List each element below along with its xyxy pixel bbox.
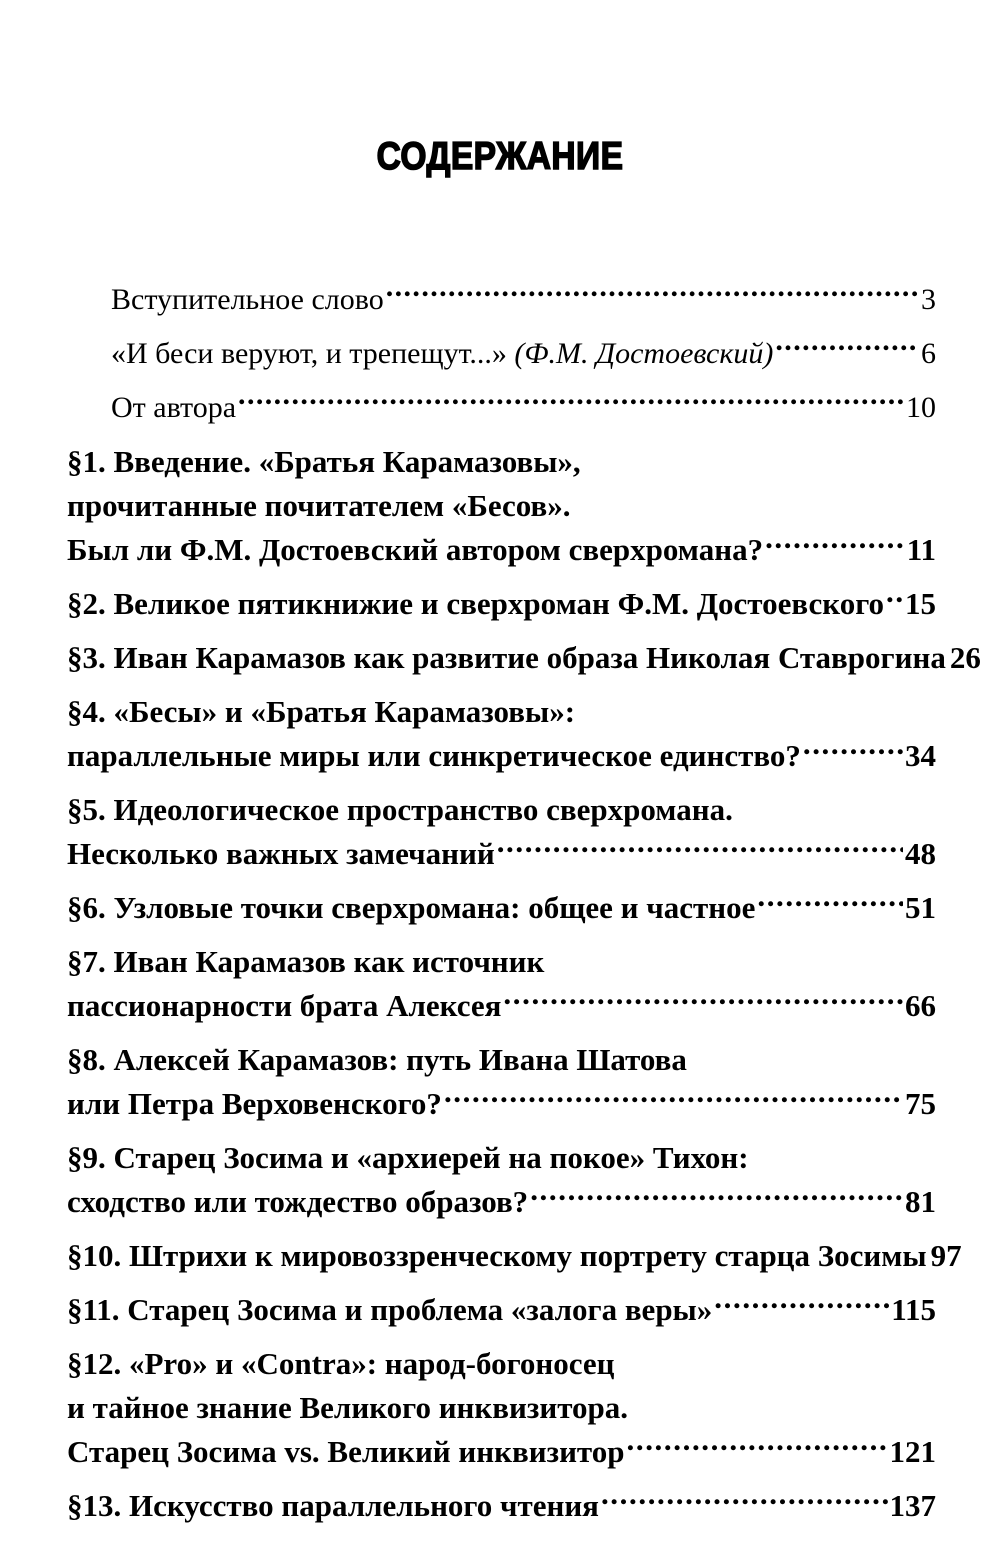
page-number: 81 (905, 1184, 936, 1219)
toc-entry[interactable] (0, 278, 1000, 322)
toc-entry-title: сходство или тождество образов? (67, 1184, 529, 1219)
page-number: 115 (891, 1292, 936, 1327)
page-number: 51 (905, 890, 936, 925)
toc-entry-last-line (0, 886, 1000, 930)
dot-leader (775, 333, 919, 363)
dot-leader (530, 1181, 903, 1212)
toc-entry-last-line (0, 1082, 1000, 1126)
toc-entry-last-line (0, 1234, 1000, 1278)
toc-entry-line (0, 1136, 1000, 1180)
toc-entry-last-line (0, 1180, 1000, 1224)
toc-entry-last-line (0, 1430, 1000, 1474)
page-number: 10 (906, 391, 936, 424)
toc-entry-last-line (0, 1484, 1000, 1528)
toc-entry[interactable] (0, 1136, 1000, 1224)
toc-entry-last-line (0, 386, 1000, 430)
toc-entry-line (0, 788, 1000, 832)
toc-entry-title: §7. Иван Карамазов как источник (67, 944, 545, 979)
toc-entry-last-line (0, 278, 1000, 322)
toc-entry[interactable] (0, 1288, 1000, 1332)
page-number: 6 (921, 337, 936, 370)
dot-leader (765, 529, 905, 560)
toc-entry-title: §5. Идеологическое пространство сверхромана. (67, 792, 733, 827)
toc-entry-author: (Ф.М. Достоевский) (514, 337, 774, 370)
toc-entry-title: §4. «Бесы» и «Братья Карамазовы»: (67, 694, 576, 729)
toc-entry-last-line (0, 734, 1000, 778)
page-number: 97 (930, 1238, 962, 1273)
toc-entry[interactable] (0, 940, 1000, 1028)
toc-entry-line (0, 1342, 1000, 1386)
toc-entry-line (0, 440, 1000, 484)
toc-entry-last-line (0, 984, 1000, 1028)
toc-entry-title: параллельные миры или синкретическое единство? (67, 738, 801, 773)
toc-entry[interactable] (0, 386, 1000, 430)
dot-leader (601, 1485, 888, 1516)
toc-entry-line (0, 690, 1000, 734)
toc-entry[interactable] (0, 690, 1000, 778)
toc-entry[interactable] (0, 788, 1000, 876)
toc-entry[interactable] (0, 1234, 1000, 1278)
toc-entry[interactable] (0, 1484, 1000, 1528)
toc-entry-title: Старец Зосима vs. Великий инквизитор (67, 1434, 625, 1469)
toc-entry-title: прочитанные почитателем «Бесов». (67, 488, 571, 523)
toc-entry-last-line (0, 332, 1000, 376)
page-number: 137 (889, 1488, 936, 1523)
toc-entry-last-line (0, 1288, 1000, 1332)
dot-leader (497, 833, 903, 864)
page-number: 26 (949, 640, 981, 675)
toc-entry-line (0, 1038, 1000, 1082)
toc-entry-line (0, 940, 1000, 984)
toc-entry-last-line (0, 582, 1000, 626)
toc-entry-title: §8. Алексей Карамазов: путь Ивана Шатова (67, 1042, 687, 1077)
toc-entry-title: Был ли Ф.М. Достоевский автором сверхромана? (67, 532, 764, 567)
toc-entry-title: §10. Штрихи к мировоззренческому портрету старца Зосимы (67, 1238, 927, 1273)
toc-entry[interactable] (0, 886, 1000, 930)
toc-entry-last-line (0, 528, 1000, 572)
toc-entry-title: §13. Искусство параллельного чтения (67, 1488, 599, 1523)
toc-entry-title: От автора (111, 391, 237, 424)
page-number: 3 (921, 283, 936, 316)
dot-leader (757, 887, 903, 918)
page-number: 11 (906, 532, 936, 567)
dot-leader (386, 279, 919, 309)
toc-entry-title: Вступительное слово (111, 283, 384, 316)
toc-entry-title: §11. Старец Зосима и проблема «залога веры» (67, 1292, 713, 1327)
toc-entry[interactable] (0, 440, 1000, 572)
page-number: 121 (889, 1434, 936, 1469)
toc-entry-title: §3. Иван Карамазов как развитие образа Николая Ставрогина (67, 640, 946, 675)
page-number: 34 (905, 738, 936, 773)
toc-entry-last-line (0, 832, 1000, 876)
toc-entry-title: и тайное знание Великого инквизитора. (67, 1390, 629, 1425)
toc-entry-title: §1. Введение. «Братья Карамазовы», (67, 444, 581, 479)
dot-leader (238, 387, 904, 417)
dot-leader (886, 583, 903, 614)
toc-entry[interactable] (0, 1342, 1000, 1474)
toc-entry-line (0, 484, 1000, 528)
toc-entry[interactable] (0, 636, 1000, 680)
toc-entry-title: §9. Старец Зосима и «архиерей на покое» Тихон: (67, 1140, 749, 1175)
toc-entry[interactable] (0, 582, 1000, 626)
page-number: 66 (905, 988, 936, 1023)
dot-leader (503, 985, 903, 1016)
toc-entry-title: Несколько важных замечаний (67, 836, 495, 871)
dot-leader (627, 1431, 888, 1462)
dot-leader (444, 1083, 903, 1114)
toc-entry-title: §2. Великое пятикнижие и сверхроман Ф.М. Достоевского (67, 586, 885, 621)
dot-leader (803, 735, 903, 766)
toc-entry-title: или Петра Верховенского? (67, 1086, 442, 1121)
toc-entry-title: пассионарности брата Алексея (67, 988, 502, 1023)
toc-entry[interactable] (0, 332, 1000, 376)
page-number: 48 (905, 836, 936, 871)
toc-entry-line (0, 1386, 1000, 1430)
toc-entry-title: §12. «Pro» и «Contra»: народ-богоносец (67, 1346, 615, 1381)
toc-entry-last-line (0, 636, 1000, 680)
toc-entry-title: §6. Узловые точки сверхромана: общее и частное (67, 890, 756, 925)
toc-entry-title: «И беси веруют, и трепещут...» (Ф.М. Достоевский) (111, 337, 774, 370)
table-of-contents-list (0, 278, 1000, 1528)
page-title: СОДЕРЖАНИЕ (376, 135, 624, 178)
toc-entry[interactable] (0, 1038, 1000, 1126)
page-number: 15 (905, 586, 936, 621)
dot-leader (714, 1289, 889, 1320)
page-number: 75 (905, 1086, 936, 1121)
